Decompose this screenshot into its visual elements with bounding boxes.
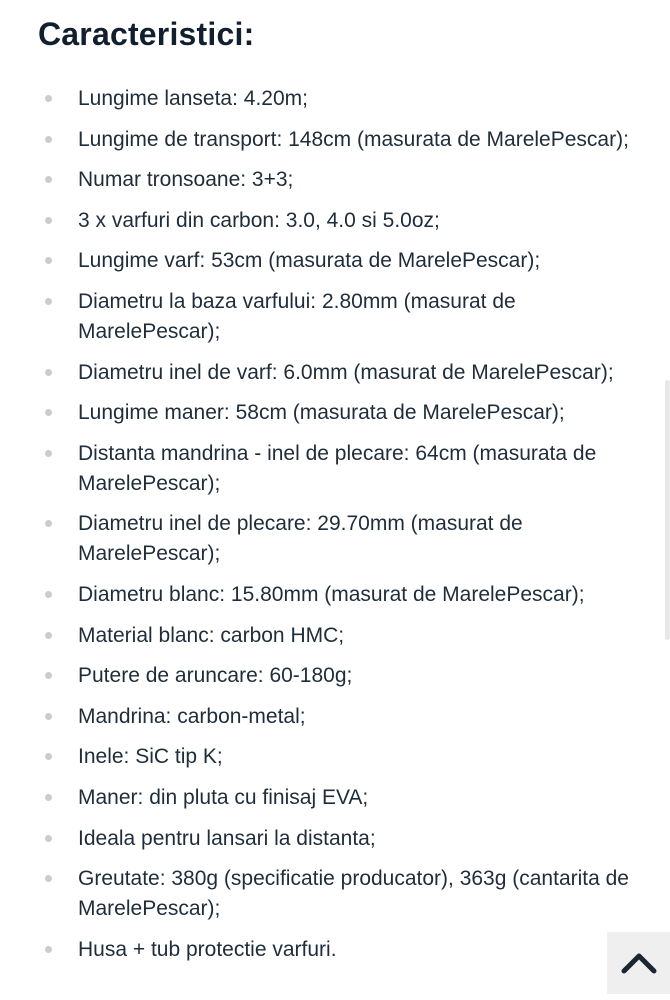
spec-text: Diametru inel de plecare: 29.70mm (masurat de MarelePescar); [78,512,523,566]
spec-text: Lungime varf: 53cm (masurata de MarelePescar); [78,249,541,273]
spec-text: Husa + tub protectie varfuri. [78,937,337,961]
bullet-icon [45,520,52,527]
spec-text: Greutate: 380g (specificatie producator), 363g (cantarita de MarelePescar); [78,867,629,921]
bullet-icon [45,713,52,720]
list-item [0,824,640,854]
list-item [0,398,640,428]
bullet-icon [45,875,52,882]
list-item [0,165,640,195]
spec-text: Lungime de transport: 148cm (masurata de MarelePescar); [78,127,629,151]
bullet-icon [45,136,52,143]
list-item [0,621,640,651]
bullet-icon [45,369,52,376]
scroll-to-top-button[interactable] [607,932,670,994]
list-item [0,84,640,114]
bullet-icon [45,176,52,183]
spec-text: Inele: SiC tip K; [78,745,223,769]
spec-text: Lungime maner: 58cm (masurata de MarelePescar); [78,401,565,425]
bullet-icon [45,257,52,264]
list-item [0,935,640,965]
list-item [0,206,640,236]
list-item [0,439,640,499]
spec-text: Diametru la baza varfului: 2.80mm (masurat de MarelePescar); [78,289,516,343]
page-title: Caracteristici: [38,16,255,52]
list-item [0,580,640,610]
list-item [0,783,640,813]
bullet-icon [45,409,52,416]
list-item [0,246,640,276]
bullet-icon [45,946,52,953]
list-item [0,742,640,772]
list-item [0,509,640,569]
list-item [0,287,640,347]
spec-text: Diametru blanc: 15.80mm (masurat de MarelePescar); [78,582,585,606]
spec-text: Material blanc: carbon HMC; [78,623,345,647]
list-item [0,702,640,732]
bullet-icon [45,217,52,224]
bullet-icon [45,672,52,679]
spec-text: 3 x varfuri din carbon: 3.0, 4.0 si 5.0oz; [78,208,440,232]
spec-text: Numar tronsoane: 3+3; [78,168,294,192]
bullet-icon [45,591,52,598]
bullet-icon [45,450,52,457]
spec-text: Distanta mandrina - inel de plecare: 64cm (masurata de MarelePescar); [78,441,597,495]
spec-text: Lungime lanseta: 4.20m; [78,87,308,110]
list-item [0,125,640,155]
spec-text: Diametru inel de varf: 6.0mm (masurat de MarelePescar); [78,360,614,384]
chevron-up-icon [619,948,659,976]
bullet-icon [45,753,52,760]
spec-text: Mandrina: carbon-metal; [78,704,306,728]
list-item [0,358,640,388]
bullet-icon [45,298,52,305]
list-item [0,864,640,924]
bullet-icon [45,95,52,102]
bullet-icon [45,794,52,801]
list-item [0,661,640,691]
spec-list [0,84,640,975]
bullet-icon [45,835,52,842]
spec-text: Maner: din pluta cu finisaj EVA; [78,785,369,809]
bullet-icon [45,632,52,639]
spec-text: Putere de aruncare: 60-180g; [78,664,353,688]
spec-text: Ideala pentru lansari la distanta; [78,826,376,850]
scrollbar[interactable] [665,380,670,640]
